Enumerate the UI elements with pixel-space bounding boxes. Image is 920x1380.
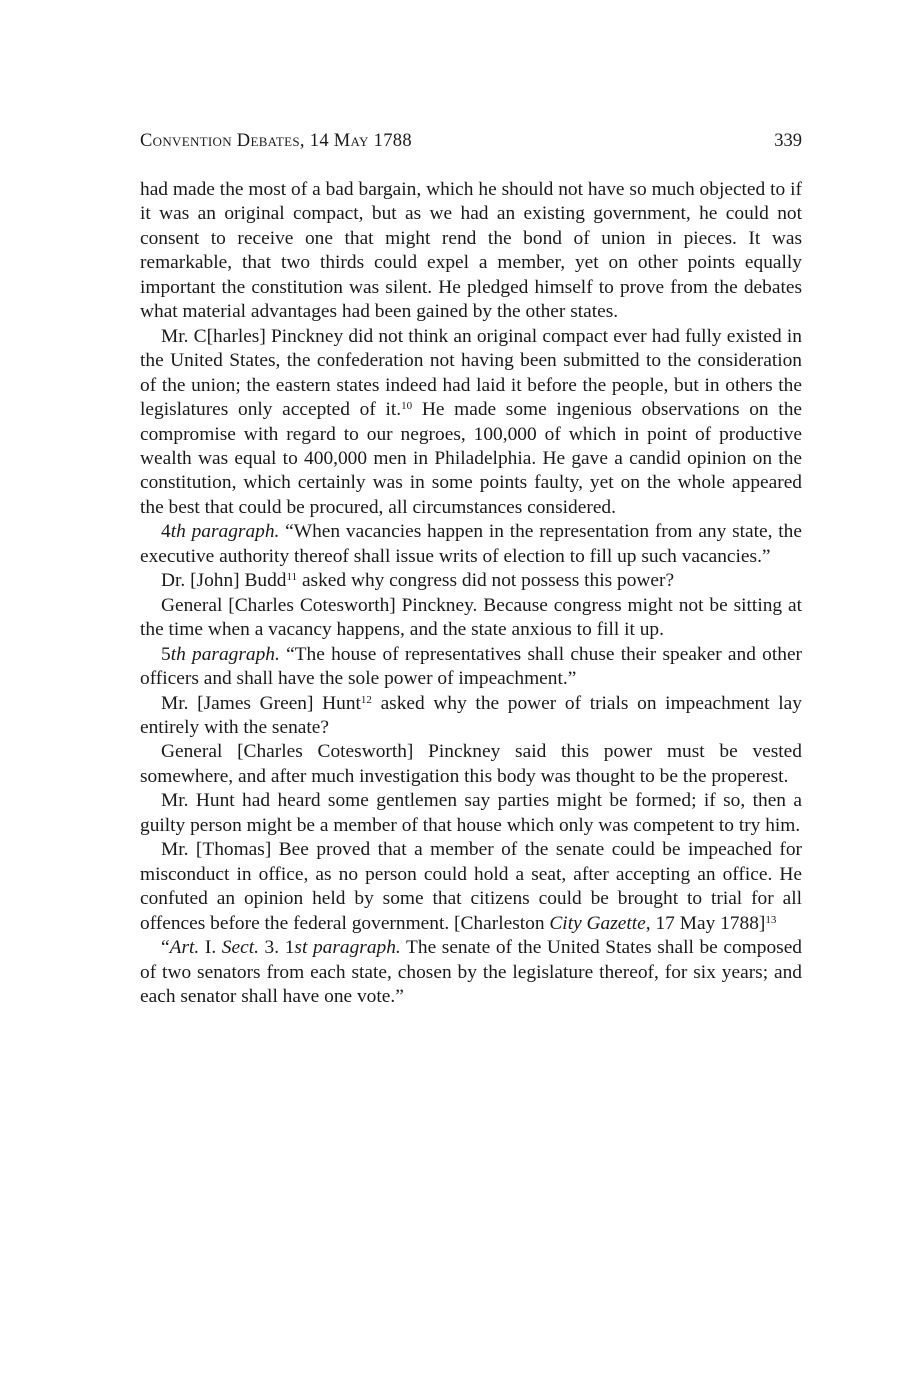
footnote-ref-12: 12 xyxy=(360,693,372,706)
paragraph-text: , 17 May 1788] xyxy=(645,912,766,934)
footnote-ref-11: 11 xyxy=(286,571,298,584)
article-label: Art. xyxy=(169,937,200,959)
paragraph-pinckney-compact xyxy=(140,325,802,521)
section-label: Sect. xyxy=(221,937,259,959)
paragraph-text: He made some ingenious observations on the compromise with regard to our negroes, 100,000 of which in point of productive wealth was equal to 400,000 men in Philadelphia. He gave a candid opinion on the constitution, which certainly was in some points faulty, yet on the whole appeared the best that could be procured, all circumstances considered. xyxy=(140,399,802,518)
open-quote: “ xyxy=(161,937,170,959)
paragraph-text: had made the most of a bad bargain, which he should not have so much objected to if it was an original compact, but as we had an existing government, he could not consent to receive one that might rend the bond of union in pieces. It was remarkable, that two thirds could expel a member, yet on other points equally important the constitution was silent. He pledged himself to prove from the debates what material advantages had been gained by the other states. xyxy=(140,179,802,323)
paragraph-label: th paragraph. xyxy=(170,643,280,665)
paragraph-text: Mr. Hunt had heard some gentlemen say parties might be formed; if so, then a guilty person might be a member of that house which only was competent to try him. xyxy=(140,790,802,836)
paragraph-text: asked why the power of trials on impeachment lay entirely with the senate? xyxy=(140,692,802,738)
paragraph-label: th paragraph. xyxy=(170,521,280,543)
paragraph-number: 5 xyxy=(161,643,171,665)
running-head: Convention Debates, 14 May 1788 xyxy=(140,131,412,151)
footnote-ref-10: 10 xyxy=(401,400,413,413)
page-number: 339 xyxy=(774,131,802,151)
paragraph-text: General [Charles Cotesworth] Pinckney. Because congress might not be sitting at the time when a vacancy happens, and the state anxious to fill it up. xyxy=(140,594,802,641)
paragraph-budd xyxy=(140,569,802,593)
paragraph-general-pinckney-impeachment xyxy=(140,740,802,789)
paragraph-text: asked why congress did not possess this power? xyxy=(297,570,675,592)
paragraph-number: 4 xyxy=(161,521,171,543)
paragraph-hunt-question xyxy=(140,692,802,741)
source-title: City Gazette xyxy=(549,912,646,934)
paragraph-general-pinckney-vacancy xyxy=(140,594,802,643)
paragraph-label: st paragraph. xyxy=(294,937,401,959)
footnote-ref-13: 13 xyxy=(765,913,777,926)
section-number: 3. 1 xyxy=(258,937,295,959)
paragraph-text: “When vacancies happen in the representation from any state, the executive authority thereof shall issue writs of election to fill up such vacancies.” xyxy=(140,521,802,567)
paragraph-hunt-parties xyxy=(140,789,802,838)
paragraph-fourth-clause xyxy=(140,520,802,569)
paragraph-continued xyxy=(140,178,802,325)
body-text xyxy=(140,178,802,1009)
paragraph-text: Mr. [James Green] Hunt xyxy=(161,692,361,714)
paragraph-text: Dr. [John] Budd xyxy=(161,570,287,592)
paragraph-text: “The house of representatives shall chuse their speaker and other officers and shall have the sole power of impeachment.” xyxy=(140,643,803,690)
paragraph-text: Mr. [Thomas] Bee proved that a member of the senate could be impeached for misconduct in office, as no person could hold a seat, after accepting an office. He confuted an opinion held by some that citizens could be brought to trial for all offences before the federal government. [Charleston xyxy=(140,839,802,934)
paragraph-text: General [Charles Cotesworth] Pinckney said this power must be vested somewhere, and after much investigation this body was thought to be the properest. xyxy=(140,741,802,787)
paragraph-bee xyxy=(140,838,802,936)
paragraph-fifth-clause xyxy=(140,643,802,692)
article-number: I. xyxy=(199,937,222,959)
page-header xyxy=(140,129,802,153)
paragraph-article-one-section-three xyxy=(140,936,802,1009)
paragraph-text: Mr. C[harles] Pinckney did not think an original compact ever had fully existed in the United States, the confederation not having been submitted to the consideration of the union; the eastern states indeed had laid it before the people, but in others the legislatures only accepted of it. xyxy=(140,325,802,421)
paragraph-text: The senate of the United States shall be composed of two senators from each state, chosen by the legislature thereof, for six years; and each senator shall have one vote.” xyxy=(140,937,802,1007)
